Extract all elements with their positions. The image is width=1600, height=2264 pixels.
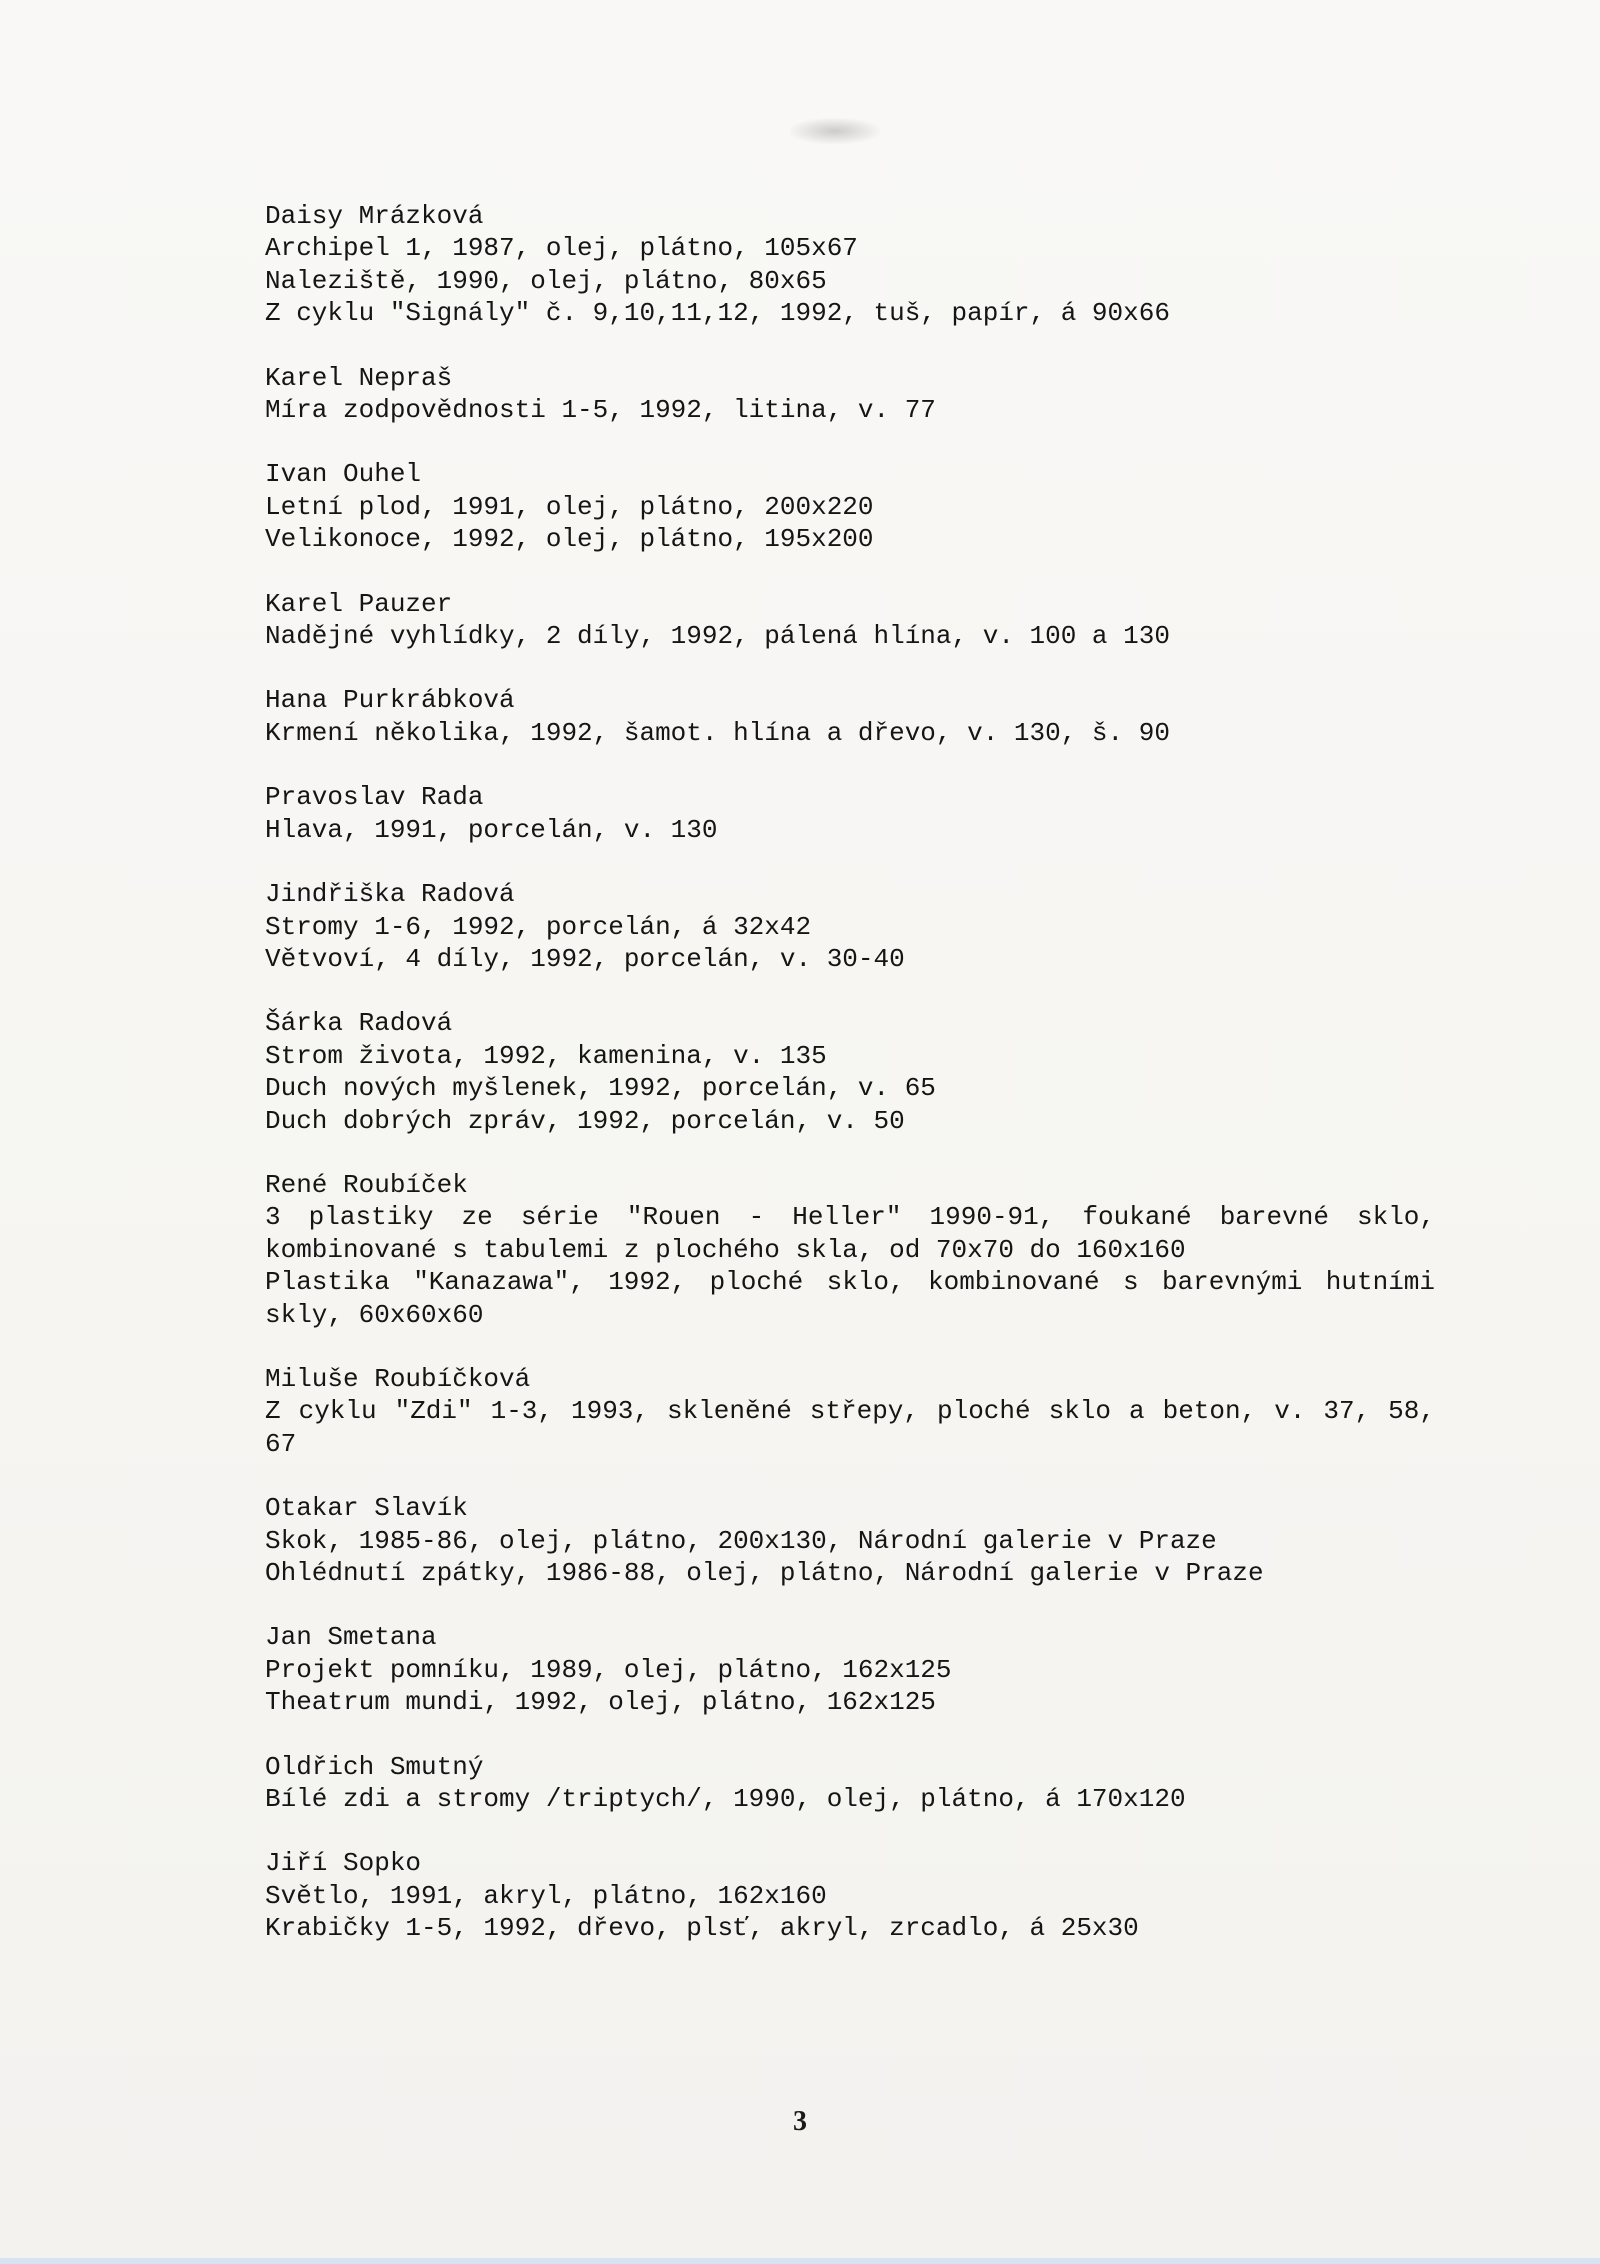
work-line: Bílé zdi a stromy /triptych/, 1990, olej, plátno, á 170x120 [265,1784,1186,1815]
scan-edge [0,2258,1600,2264]
list-entry [265,781,1435,846]
work-line: Světlo, 1991, akryl, plátno, 162x160 [265,1880,827,1911]
artist-name: René Roubíček [265,1169,468,1200]
work-line: Ohlédnutí zpátky, 1986-88, olej, plátno, Národní galerie v Praze [265,1558,1264,1588]
work-line: Z cyklu "Zdi" 1-3, 1993, skleněné střepy, ploché sklo a beton, v. 37, 58, 67 [265,1396,1435,1459]
work-line: 3 plastiky ze série "Rouen - Heller" 1990-91, foukané barevné sklo, kombinované s tabulemi z plochého skla, od 70x70 do 160x160 [265,1202,1435,1265]
work-line: Plastika "Kanazawa", 1992, ploché sklo, kombinované s barevnými hutními skly, 60x60x60 [265,1267,1435,1330]
work-line: Větvoví, 4 díly, 1992, porcelán, v. 30-40 [265,943,905,974]
list-entry [265,1363,1435,1460]
artist-name: Šárka Radová [265,1008,453,1039]
artwork-list [265,200,1435,1977]
artist-name: Jindřiška Radová [265,879,515,910]
page-number: 3 [793,2106,807,2137]
list-entry [265,1621,1435,1718]
work-line: Naleziště, 1990, olej, plátno, 80x65 [265,265,827,296]
work-line: Hlava, 1991, porcelán, v. 130 [265,814,718,845]
list-entry [265,1007,1435,1137]
artist-name: Daisy Mrázková [265,201,484,231]
artist-name: Jiří Sopko [265,1848,422,1879]
work-line: Archipel 1, 1987, olej, plátno, 105x67 [265,233,858,264]
artist-name: Jan Smetana [265,1622,437,1653]
work-line: Strom života, 1992, kamenina, v. 135 [265,1040,827,1071]
work-line: Theatrum mundi, 1992, olej, plátno, 162x125 [265,1687,936,1718]
list-entry [265,458,1435,555]
list-entry [265,1492,1435,1589]
work-line: Stromy 1-6, 1992, porcelán, á 32x42 [265,911,812,942]
list-entry [265,200,1435,330]
scan-smudge [790,118,880,144]
work-line: Krabičky 1-5, 1992, dřevo, plsť, akryl, zrcadlo, á 25x30 [265,1913,1139,1944]
work-line: Skok, 1985-86, olej, plátno, 200x130, Národní galerie v Praze [265,1525,1217,1556]
list-entry [265,1847,1435,1944]
artist-name: Oldřich Smutný [265,1751,484,1782]
artist-name: Ivan Ouhel [265,459,422,490]
work-line: Z cyklu "Signály" č. 9,10,11,12, 1992, tuš, papír, á 90x66 [265,298,1170,329]
work-line: Míra zodpovědnosti 1-5, 1992, litina, v. 77 [265,395,936,426]
artist-name: Miluše Roubíčková [265,1363,531,1394]
work-line: Duch dobrých zpráv, 1992, porcelán, v. 50 [265,1105,905,1136]
artist-name: Hana Purkrábková [265,685,515,716]
artist-name: Karel Pauzer [265,588,453,619]
list-entry [265,684,1435,749]
work-line: Duch nových myšlenek, 1992, porcelán, v. 65 [265,1073,936,1104]
artist-name: Karel Nepraš [265,362,453,393]
list-entry [265,1169,1435,1331]
list-entry [265,588,1435,653]
work-line: Projekt pomníku, 1989, olej, plátno, 162x125 [265,1654,952,1685]
work-line: Letní plod, 1991, olej, plátno, 200x220 [265,491,874,522]
artist-name: Pravoslav Rada [265,782,484,813]
work-line: Nadějné vyhlídky, 2 díly, 1992, pálená hlína, v. 100 a 130 [265,621,1170,652]
work-line: Velikonoce, 1992, olej, plátno, 195x200 [265,524,874,555]
list-entry [265,1751,1435,1816]
work-line: Krmení několika, 1992, šamot. hlína a dřevo, v. 130, š. 90 [265,717,1170,748]
artist-name: Otakar Slavík [265,1493,468,1524]
list-entry [265,362,1435,427]
list-entry [265,878,1435,975]
